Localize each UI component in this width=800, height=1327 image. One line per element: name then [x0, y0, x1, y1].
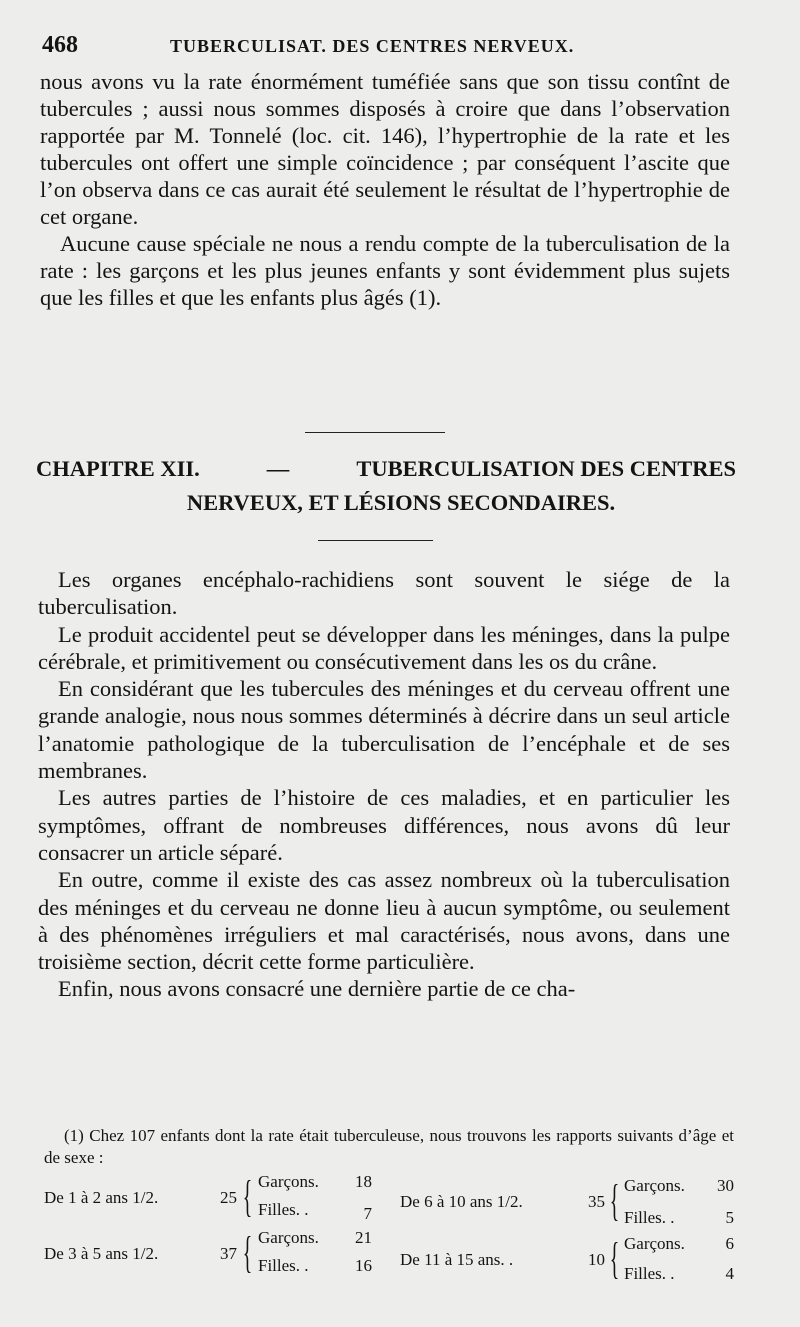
footnote: [44, 1125, 734, 1169]
chapter-number: CHAPITRE XII.: [36, 456, 200, 481]
boys-label: Garçons.: [624, 1176, 685, 1195]
chapter-title-line1: TUBERCULISATION DES CENTRES: [356, 456, 736, 481]
boys-count: 6: [725, 1234, 734, 1253]
girls-count: 16: [355, 1256, 372, 1275]
brace-icon: {: [242, 1228, 253, 1277]
age-group: [400, 1176, 734, 1230]
paragraph: Le produit accidentel peut se développer dans les méninges, dans la pulpe cérébrale, et primitivement ou consécutivement dans les os du crâne.: [38, 621, 730, 674]
boys-label: Garçons.: [258, 1172, 319, 1191]
age-range: De 3 à 5 ans 1/2.: [44, 1244, 159, 1263]
girls-label: Filles. .: [258, 1200, 309, 1219]
girls-label: Filles. .: [624, 1208, 675, 1227]
age-range: De 11 à 15 ans. .: [400, 1250, 514, 1269]
brace-icon: {: [242, 1172, 253, 1221]
brace-icon: {: [609, 1234, 620, 1283]
age-range: De 6 à 10 ans 1/2.: [400, 1192, 523, 1211]
chapter-dash: —: [266, 456, 290, 481]
girls-label: Filles. .: [258, 1256, 309, 1275]
page-header: [42, 32, 742, 62]
age-group: [44, 1228, 374, 1282]
paragraph: En outre, comme il existe des cas assez nombreux où la tuberculisation des méninges et du cerveau ne donne lieu à aucun symptôme, ou seulement à des phénomènes irréguliers et mal caractérisés, nous avons, dans une troisième section, décrit cette forme particulière.: [38, 867, 730, 975]
chapter-rule: [318, 540, 433, 541]
paragraph: En considérant que les tubercules des méninges et du cerveau offrent une grande analogie, nous nous sommes déterminés à décrire dans un seul article l’anatomie pathologique de la tuberculisation de l’encéphale et de ses membranes.: [38, 676, 730, 784]
girls-label: Filles. .: [624, 1264, 675, 1283]
continuation-text: [40, 68, 730, 311]
chapter-heading: [36, 452, 736, 520]
running-title: TUBERCULISAT. DES CENTRES NERVEUX.: [170, 36, 575, 56]
age-total: 37: [220, 1244, 237, 1263]
chapter-title-line2: NERVEUX, ET LÉSIONS SECONDAIRES.: [186, 490, 616, 515]
footnote-text: (1) Chez 107 enfants dont la rate était tuberculeuse, nous trouvons les rapports suivants d’âge et de sexe :: [44, 1126, 734, 1167]
age-total: 35: [588, 1192, 605, 1211]
section-rule: [305, 432, 445, 433]
paragraph: Les autres parties de l’histoire de ces maladies, et en particulier les symptômes, offrant de nombreuses différences, nous avons dû leur consacrer un article séparé.: [38, 785, 730, 865]
age-range: De 1 à 2 ans 1/2.: [44, 1188, 159, 1207]
boys-count: 21: [355, 1228, 372, 1247]
boys-label: Garçons.: [624, 1234, 685, 1253]
chapter-text: [38, 566, 730, 1003]
paragraph: Les organes encéphalo-rachidiens sont souvent le siége de la tuberculisation.: [38, 567, 730, 620]
age-group: [400, 1234, 734, 1288]
age-total: 25: [220, 1188, 237, 1207]
boys-count: 30: [717, 1176, 734, 1195]
girls-count: 5: [725, 1208, 734, 1227]
paragraph: Enfin, nous avons consacré une dernière partie de ce cha-: [58, 976, 576, 1002]
girls-count: 4: [725, 1264, 734, 1283]
paragraph: nous avons vu la rate énormément tuméfiée sans que son tissu contînt de tubercules ; aussi nous sommes disposés à croire que dans l’observation rapportée par M. Tonnelé (loc. cit. 146), l’hypertrophie de la rate et les tubercules ont offert une simple coïncidence ; par conséquent l’ascite que l’on observa dans ce cas aurait été seulement le résultat de l’hypertrophie de cet organe.: [40, 69, 730, 229]
page-number: 468: [42, 32, 78, 58]
boys-label: Garçons.: [258, 1228, 319, 1247]
boys-count: 18: [355, 1172, 372, 1191]
age-group: [44, 1172, 374, 1226]
brace-icon: {: [609, 1176, 620, 1225]
girls-count: 7: [363, 1204, 372, 1223]
paragraph: Aucune cause spéciale ne nous a rendu compte de la tuberculisation de la rate : les garçons et les plus jeunes enfants y sont évidemment plus sujets que les filles et que les enfants plus âgés (1).: [40, 231, 730, 310]
age-total: 10: [588, 1250, 605, 1269]
